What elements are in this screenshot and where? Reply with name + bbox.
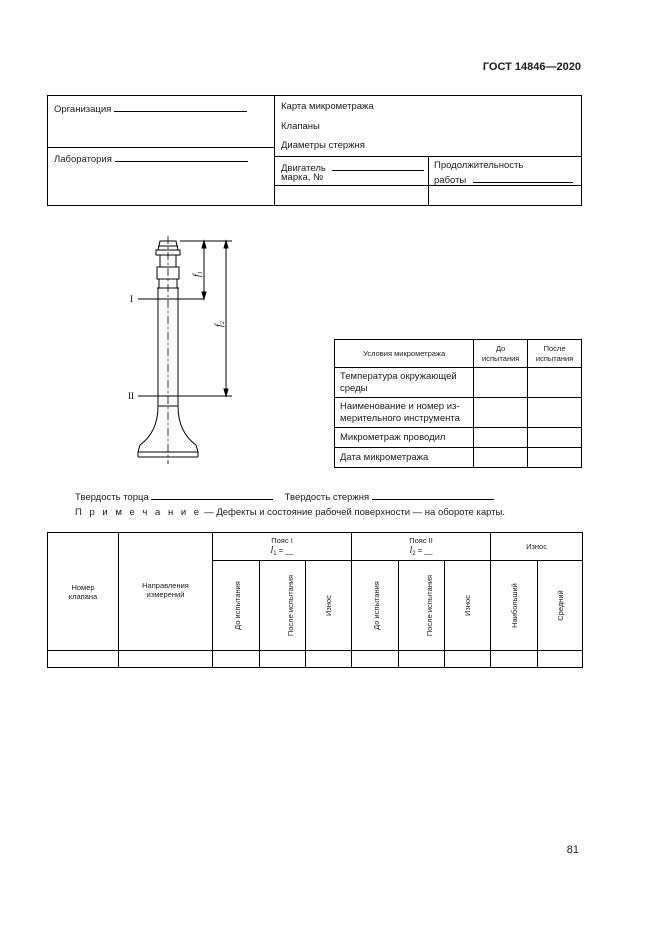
duration-blank[interactable]: [473, 172, 573, 183]
empty-cell[interactable]: [119, 651, 213, 668]
condition-label: Микрометраж проводил: [335, 428, 474, 448]
table-header-row: [48, 533, 583, 561]
empty-cell[interactable]: [538, 651, 583, 668]
zone-1-header: Пояс I $l_1$ = __: [213, 533, 352, 561]
empty-cell[interactable]: [399, 651, 445, 668]
hardness-line: [75, 489, 494, 503]
zone-2-header: Пояс II $l_2$ = __: [352, 533, 491, 561]
note: [75, 507, 505, 518]
valve-number-header: Номер клапана: [48, 533, 119, 651]
dim-f1-label: $f_1$: [192, 271, 204, 277]
empty-cell[interactable]: [48, 651, 119, 668]
condition-label: Дата микрометража: [335, 448, 474, 468]
organization-field: Организация: [54, 101, 247, 115]
empty-cell[interactable]: [306, 651, 352, 668]
empty-cell[interactable]: [491, 651, 538, 668]
card-title: Карта микрометража: [281, 101, 374, 112]
wear-max-header: Наибольший: [491, 561, 538, 651]
condition-before-cell[interactable]: [474, 368, 528, 398]
engine-model-label: марка, №: [281, 172, 324, 183]
zone2-after-header: После испытания: [399, 561, 445, 651]
table-row: [335, 448, 582, 468]
organization-blank[interactable]: [114, 101, 247, 112]
zone1-wear-header: Износ: [306, 561, 352, 651]
page-number: 81: [566, 844, 579, 856]
condition-after-cell[interactable]: [528, 368, 582, 398]
condition-before-cell[interactable]: [474, 428, 528, 448]
before-col-header: До испытания: [474, 340, 528, 368]
wear-avg-header: Средний: [538, 561, 583, 651]
condition-after-cell[interactable]: [528, 398, 582, 428]
empty-cell[interactable]: [260, 651, 306, 668]
direction-header: Направления измерений: [119, 533, 213, 651]
end-face-hardness-blank[interactable]: [151, 489, 273, 500]
conditions-col-header: Условия микрометража: [335, 340, 474, 368]
zone-II-label: II: [128, 391, 134, 401]
engine-field: Двигатель: [281, 160, 424, 174]
diameters-label: Диаметры стержня: [281, 140, 365, 151]
laboratory-field: Лаборатория: [54, 151, 248, 165]
condition-after-cell[interactable]: [528, 448, 582, 468]
table-row: [335, 428, 582, 448]
dim-f2-label: $f_2$: [214, 321, 226, 327]
condition-label: Температура окружающей среды: [335, 368, 474, 398]
conditions-header: [335, 340, 582, 368]
zone1-after-header: После испытания: [260, 561, 306, 651]
note-label: П р и м е ч а н и е: [75, 507, 202, 518]
engine-blank[interactable]: [332, 160, 424, 171]
note-text: — Дефекты и состояние рабочей поверхности — на обороте карты.: [201, 507, 506, 518]
condition-before-cell[interactable]: [474, 398, 528, 428]
stem-hardness-blank[interactable]: [372, 489, 494, 500]
end-face-hardness-label: Твердость торца: [75, 492, 149, 503]
duration-field: работы: [434, 172, 573, 186]
table-row: [335, 398, 582, 428]
zone-I-label: I: [130, 294, 133, 304]
valve-drawing: [120, 232, 260, 472]
after-col-header: После испытания: [528, 340, 582, 368]
table-row: [48, 651, 583, 668]
condition-before-cell[interactable]: [474, 448, 528, 468]
empty-cell[interactable]: [213, 651, 260, 668]
zone2-before-header: До испытания: [352, 561, 399, 651]
valves-label: Клапаны: [281, 121, 320, 132]
empty-cell[interactable]: [352, 651, 399, 668]
stem-hardness-label: Твердость стержня: [284, 492, 370, 503]
condition-after-cell[interactable]: [528, 428, 582, 448]
wear-header: Износ: [491, 533, 583, 561]
zone1-before-header: До испытания: [213, 561, 260, 651]
conditions-table: [334, 339, 582, 468]
condition-label: Наименование и номер из- мерительного инструмента: [335, 398, 474, 428]
measurement-table: [47, 532, 583, 668]
header-form: [47, 95, 582, 206]
empty-cell[interactable]: [445, 651, 491, 668]
zone2-wear-header: Износ: [445, 561, 491, 651]
laboratory-blank[interactable]: [115, 151, 248, 162]
duration-label: Продолжительность: [434, 160, 524, 171]
standard-number: ГОСТ 14846—2020: [482, 61, 581, 73]
table-row: [335, 368, 582, 398]
